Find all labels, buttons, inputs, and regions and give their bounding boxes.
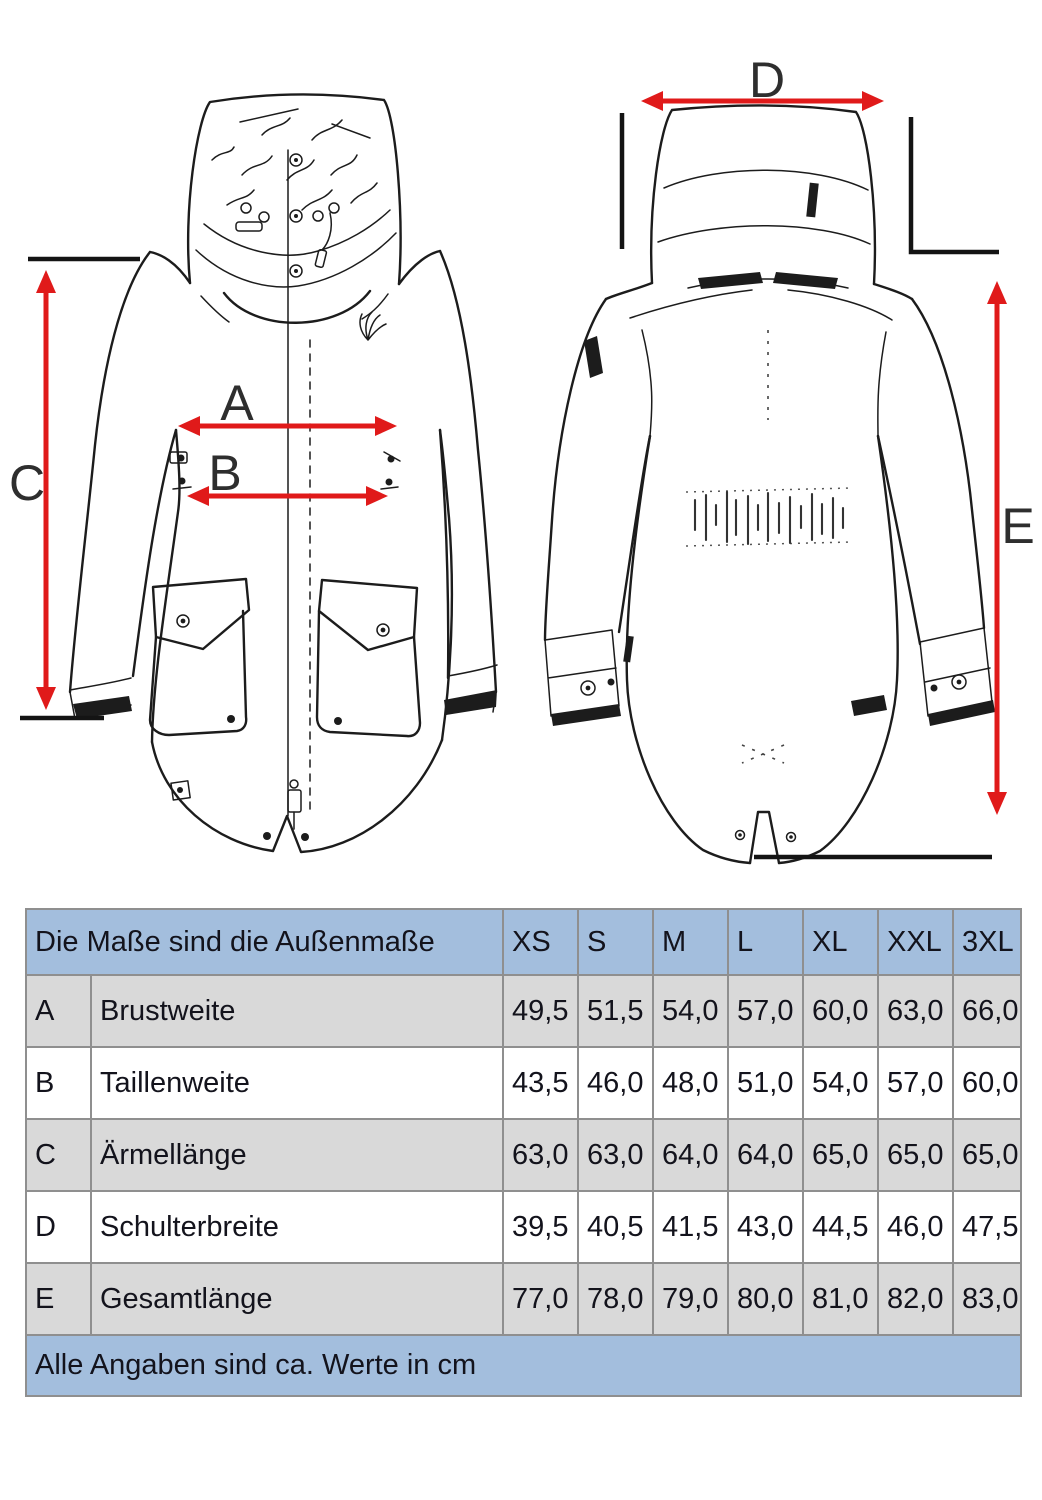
table-row-aermellaenge <box>26 1119 1021 1191</box>
reference-lines <box>20 113 999 857</box>
measure-value: 82,0 <box>878 1263 953 1335</box>
measure-value: 77,0 <box>503 1263 578 1335</box>
measure-value: 63,0 <box>503 1119 578 1191</box>
brand-logo-emblem <box>360 312 386 340</box>
table-header-row <box>26 909 1021 975</box>
measure-arrow-d <box>641 52 884 111</box>
measure-value: 57,0 <box>878 1047 953 1119</box>
measure-value: 64,0 <box>728 1119 803 1191</box>
table-footer-row <box>26 1335 1021 1396</box>
measure-value: 79,0 <box>653 1263 728 1335</box>
measure-value: 81,0 <box>803 1263 878 1335</box>
measure-name: Ärmellänge <box>91 1119 503 1191</box>
measure-letter: C <box>26 1119 91 1191</box>
measure-value: 46,0 <box>878 1191 953 1263</box>
measure-value: 44,5 <box>803 1191 878 1263</box>
measure-value: 80,0 <box>728 1263 803 1335</box>
size-col-header-xxl: XXL <box>878 909 953 975</box>
size-col-header-3xl: 3XL <box>953 909 1021 975</box>
measure-value: 51,0 <box>728 1047 803 1119</box>
measure-value: 64,0 <box>653 1119 728 1191</box>
measure-value: 49,5 <box>503 975 578 1047</box>
table-row-gesamtlaenge <box>26 1263 1021 1335</box>
back-gather-stitching <box>686 488 852 546</box>
measure-label-a: A <box>220 375 254 431</box>
measure-value: 46,0 <box>578 1047 653 1119</box>
measure-value: 57,0 <box>728 975 803 1047</box>
table-row-taillenweite <box>26 1047 1021 1119</box>
measure-label-c: C <box>8 455 46 511</box>
measure-value: 43,0 <box>728 1191 803 1263</box>
measure-name: Brustweite <box>91 975 503 1047</box>
front-view-jacket-drawing <box>70 94 497 852</box>
measure-value: 60,0 <box>803 975 878 1047</box>
table-row-schulterbreite <box>26 1191 1021 1263</box>
size-col-header-xs: XS <box>503 909 578 975</box>
measure-value: 39,5 <box>503 1191 578 1263</box>
measure-value: 47,5 <box>953 1191 1021 1263</box>
table-footnote: Alle Angaben sind ca. Werte in cm <box>26 1335 1021 1396</box>
measure-value: 66,0 <box>953 975 1021 1047</box>
measure-value: 54,0 <box>803 1047 878 1119</box>
measure-value: 48,0 <box>653 1047 728 1119</box>
measure-value: 78,0 <box>578 1263 653 1335</box>
measure-value: 63,0 <box>578 1119 653 1191</box>
measure-letter: A <box>26 975 91 1047</box>
size-col-header-s: S <box>578 909 653 975</box>
measure-name: Gesamtlänge <box>91 1263 503 1335</box>
measure-value: 54,0 <box>653 975 728 1047</box>
measure-value: 60,0 <box>953 1047 1021 1119</box>
measure-letter: D <box>26 1191 91 1263</box>
measure-value: 63,0 <box>878 975 953 1047</box>
measure-value: 41,5 <box>653 1191 728 1263</box>
measure-value: 65,0 <box>803 1119 878 1191</box>
measure-label-e: E <box>1001 498 1035 554</box>
measure-label-d: D <box>748 52 786 108</box>
measure-value: 65,0 <box>878 1119 953 1191</box>
table-title: Die Maße sind die Außenmaße <box>26 909 503 975</box>
measure-letter: E <box>26 1263 91 1335</box>
measure-value: 83,0 <box>953 1263 1021 1335</box>
size-col-header-xl: XL <box>803 909 878 975</box>
back-view-jacket-drawing <box>545 105 995 863</box>
measure-arrow-c <box>9 270 56 710</box>
measure-value: 43,5 <box>503 1047 578 1119</box>
size-measurements-table <box>25 908 1022 1397</box>
measure-value: 65,0 <box>953 1119 1021 1191</box>
ref-line-shoulder-right <box>911 117 999 252</box>
measure-arrow-e <box>987 281 1035 815</box>
measure-name: Schulterbreite <box>91 1191 503 1263</box>
table-row-brustweite <box>26 975 1021 1047</box>
size-col-header-m: M <box>653 909 728 975</box>
measure-label-b: B <box>208 445 242 501</box>
measure-name: Taillenweite <box>91 1047 503 1119</box>
measure-value: 51,5 <box>578 975 653 1047</box>
size-col-header-l: L <box>728 909 803 975</box>
measure-letter: B <box>26 1047 91 1119</box>
measure-value: 40,5 <box>578 1191 653 1263</box>
